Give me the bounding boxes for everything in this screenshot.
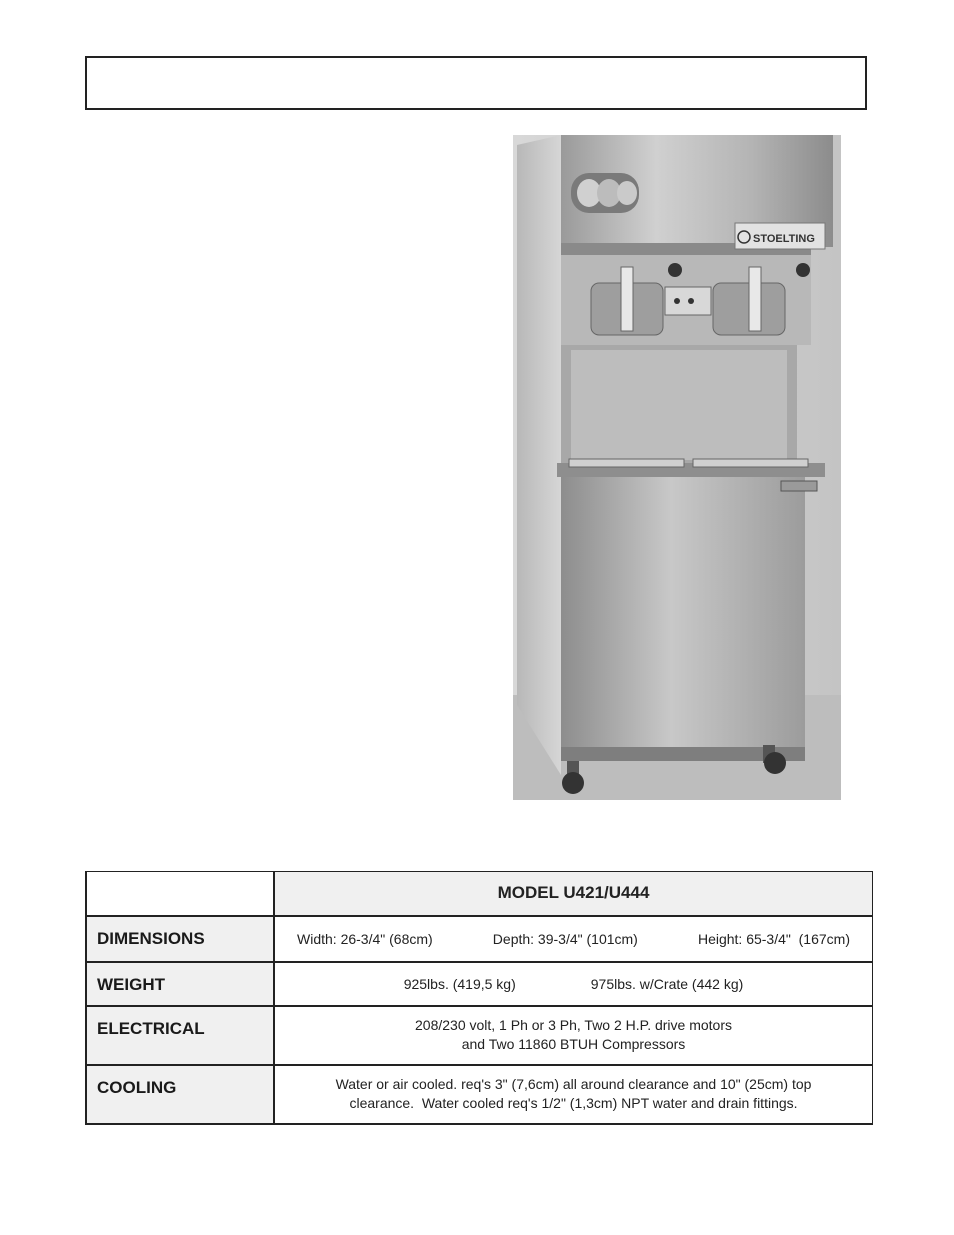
electrical-line-2: and Two 11860 BTUH Compressors — [461, 1036, 686, 1052]
weight-crate: 975lbs. w/Crate (442 kg) — [590, 975, 744, 992]
cooling-label: COOLING — [97, 1077, 177, 1097]
brand-logo-text: STOELTING — [753, 233, 815, 245]
table-row — [86, 1006, 873, 1065]
table-row — [86, 916, 873, 962]
cooling-line-2: clearance. Water cooled req's 1/2" (1,3cm) NPT water and drain fittings. — [349, 1095, 798, 1111]
model-header: MODEL U421/U444 — [274, 872, 873, 916]
table-header-row — [86, 872, 873, 916]
header-box — [85, 56, 867, 110]
weight-label: WEIGHT — [97, 974, 165, 994]
dimensions-label: DIMENSIONS — [97, 928, 205, 948]
spec-table — [85, 871, 873, 1125]
weight-net: 925lbs. (419,5 kg) — [403, 975, 516, 992]
table-row — [86, 1065, 873, 1124]
dimension-height: Height: 65-3/4" (167cm) — [697, 930, 850, 947]
table-row — [86, 962, 873, 1006]
cooling-line-1: Water or air cooled. req's 3" (7,6cm) all around clearance and 10" (25cm) top — [335, 1076, 812, 1092]
electrical-line-1: 208/230 volt, 1 Ph or 3 Ph, Two 2 H.P. drive motors — [415, 1017, 732, 1033]
electrical-label: ELECTRICAL — [97, 1018, 205, 1038]
dimension-depth: Depth: 39-3/4" (101cm) — [492, 930, 638, 947]
header-empty-cell — [86, 872, 274, 916]
product-photo — [513, 135, 841, 800]
dimension-width: Width: 26-3/4" (68cm) — [297, 930, 433, 947]
